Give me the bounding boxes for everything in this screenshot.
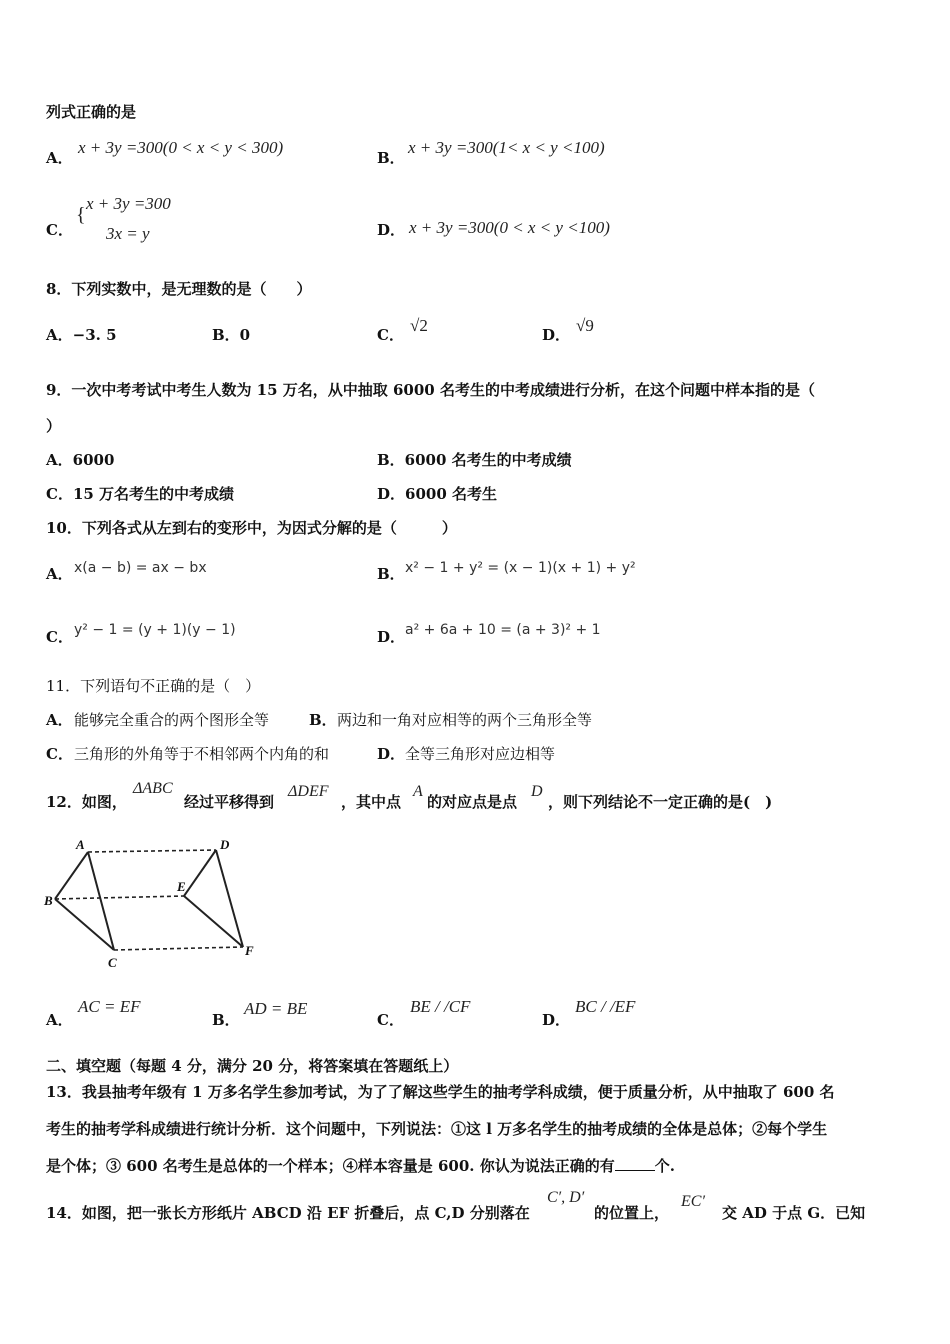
segment-df xyxy=(216,850,243,947)
q12-stem-part1: 12．如图， xyxy=(46,793,127,811)
label-c: C xyxy=(108,955,117,970)
q12-option-b-formula: AD = BE xyxy=(244,999,308,1018)
q8-option-d-sqrt: √9 xyxy=(576,316,594,335)
q7-option-d-formula: x + 3y =300(0 < x < y <100) xyxy=(409,218,610,237)
q12-option-b-letter: B． xyxy=(212,1011,240,1029)
q7-option-b-letter: B． xyxy=(377,149,405,167)
q14-points-cd: C′, D′ xyxy=(547,1189,585,1206)
q12-triangle-abc: ΔABC xyxy=(133,780,173,797)
dashed-be xyxy=(55,896,184,899)
q14-stem-part1: 14．如图，把一张长方形纸片 ABCD 沿 EF 折叠后，点 C,D 分别落在 xyxy=(46,1204,530,1222)
q11-option-c: 三角形的外角等于不相邻两个内角的和 xyxy=(74,745,330,763)
q12-stem-part2: 经过平移得到 xyxy=(184,793,275,811)
q10-option-d-letter: D． xyxy=(377,628,406,646)
label-b: B xyxy=(44,893,53,908)
q9-stem-end: ） xyxy=(46,417,62,435)
q12-option-a-letter: A． xyxy=(46,1011,73,1029)
q12-stem-part4: 的对应点是点 xyxy=(427,793,518,811)
q12-option-d-letter: D． xyxy=(542,1011,571,1029)
q9-option-b: B．6000 名考生的中考成绩 xyxy=(377,451,572,469)
segment-de xyxy=(184,850,216,896)
q7-option-c-letter: C． xyxy=(46,221,73,239)
section-2-title: 二、填空题（每题 4 分，满分 20 分，将答案填在答题纸上） xyxy=(46,1057,459,1075)
q8-option-a: A．−3. 5 xyxy=(46,326,117,344)
q7-option-c-line2: 3x = y xyxy=(106,224,150,243)
segment-ab xyxy=(55,852,88,899)
q11-option-a-letter: A． xyxy=(46,711,73,729)
q12-triangle-def: ΔDEF xyxy=(288,783,329,800)
q10-option-a-letter: A． xyxy=(46,565,73,583)
q13-line3-text: 是个体；③ 600 名考生是总体的一个样本；④样本容量是 600. 你认为说法正确的有 xyxy=(46,1157,615,1175)
q13-line3-end: 个. xyxy=(654,1157,675,1175)
q13-line3 xyxy=(46,1157,675,1175)
q12-stem-part5: ，则下列结论不一定正确的是( ) xyxy=(548,793,773,811)
q7-option-b-formula: x + 3y =300(1< x < y <100) xyxy=(408,138,605,157)
q8-option-d-letter: D． xyxy=(542,326,571,344)
q7-option-c-brace: { xyxy=(76,204,86,226)
q12-point-d: D xyxy=(531,783,543,800)
q7-lead: 列式正确的是 xyxy=(46,103,137,121)
label-e: E xyxy=(177,879,186,894)
q12-option-a-formula: AC = EF xyxy=(78,997,141,1016)
q13-answer-blank[interactable] xyxy=(615,1158,655,1171)
q7-option-a-formula: x + 3y =300(0 < x < y < 300) xyxy=(78,138,284,157)
q13-line2: 考生的抽考学科成绩进行统计分析．这个问题中，下列说法：①这 l 万多名学生的抽考成绩的全体是总体；②每个学生 xyxy=(46,1120,828,1138)
q12-point-a: A xyxy=(413,783,423,800)
q13-line1: 13．我县抽考年级有 1 万多名学生参加考试，为了了解这些学生的抽考学科成绩，便于质量分析，从中抽取了 600 名 xyxy=(46,1083,835,1101)
q9-stem: 9．一次中考考试中考生人数为 15 万名，从中抽取 6000 名考生的中考成绩进行分析，在这个问题中样本指的是（ xyxy=(46,381,815,399)
q11-option-d-letter: D． xyxy=(377,745,406,763)
q8-option-c-letter: C． xyxy=(377,326,404,344)
q11-option-c-letter: C． xyxy=(46,745,73,763)
q10-stem: 10．下列各式从左到右的变形中，为因式分解的是（ ） xyxy=(46,519,457,537)
segment-ef xyxy=(184,896,243,947)
q11-stem: 11．下列语句不正确的是（ ） xyxy=(46,677,261,695)
q14-segment-ec: EC′ xyxy=(681,1193,705,1210)
q10-option-a-formula: x(a − b) = ax − bx xyxy=(74,560,207,576)
q11-option-d: 全等三角形对应边相等 xyxy=(405,745,556,763)
q7-option-d-letter: D． xyxy=(377,221,406,239)
dashed-ad xyxy=(88,850,216,852)
q12-translation-figure xyxy=(40,835,270,975)
q10-option-d-formula: a² + 6a + 10 = (a + 3)² + 1 xyxy=(405,622,601,638)
q12-option-d-formula: BC / /EF xyxy=(575,997,636,1016)
label-d: D xyxy=(220,837,230,852)
dashed-cf xyxy=(114,947,243,950)
q11-option-b-letter: B． xyxy=(309,711,337,729)
q7-option-a-letter: A． xyxy=(46,149,73,167)
q10-option-c-formula: y² − 1 = (y + 1)(y − 1) xyxy=(74,622,236,638)
q12-stem-part3: ，其中点 xyxy=(341,793,402,811)
q8-option-c-sqrt: √2 xyxy=(410,316,428,335)
label-f: F xyxy=(245,943,254,958)
q10-option-c-letter: C． xyxy=(46,628,73,646)
q9-option-a: A．6000 xyxy=(46,451,115,469)
q8-option-b: B．0 xyxy=(212,326,251,344)
q7-option-c-line1: x + 3y =300 xyxy=(86,194,171,213)
q11-option-b: 两边和一角对应相等的两个三角形全等 xyxy=(337,711,593,729)
q12-option-c-formula: BE / /CF xyxy=(410,997,471,1016)
q11-option-a: 能够完全重合的两个图形全等 xyxy=(74,711,270,729)
label-a: A xyxy=(76,837,85,852)
segment-bc xyxy=(55,899,114,950)
q12-option-c-letter: C． xyxy=(377,1011,404,1029)
q10-option-b-letter: B． xyxy=(377,565,405,583)
q9-option-c: C．15 万名考生的中考成绩 xyxy=(46,485,235,503)
q10-option-b-formula: x² − 1 + y² = (x − 1)(x + 1) + y² xyxy=(405,560,636,576)
q14-stem-part3: 交 AD 于点 G．已知 xyxy=(722,1204,866,1222)
segment-ac xyxy=(88,852,114,950)
q9-option-d: D．6000 名考生 xyxy=(377,485,497,503)
q14-stem-part2: 的位置上， xyxy=(594,1204,670,1222)
q8-stem: 8．下列实数中，是无理数的是（ ） xyxy=(46,280,312,298)
